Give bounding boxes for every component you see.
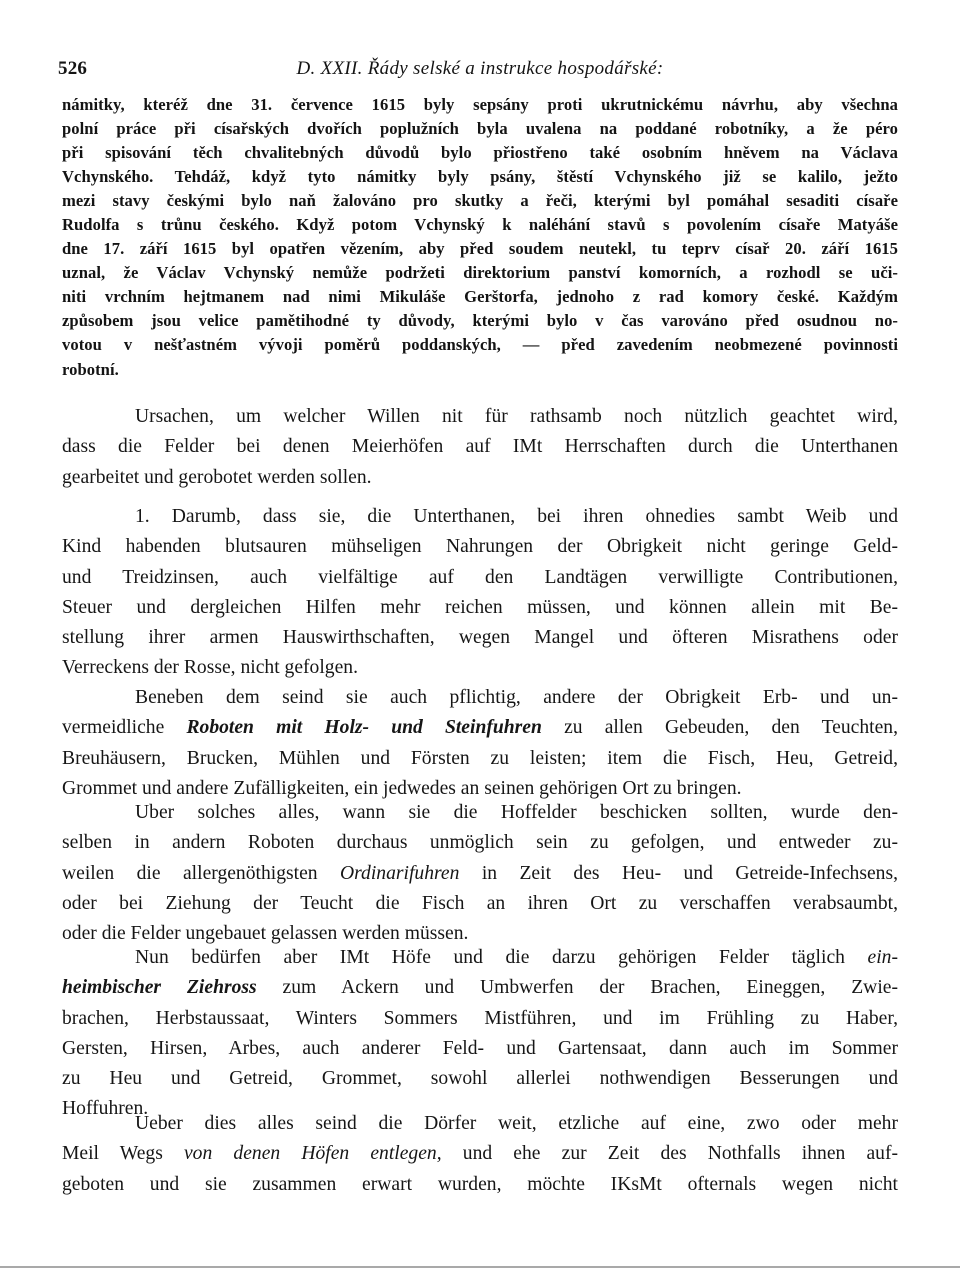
text-line: Beneben dem seind sie auch pflichtig, andere der Obrigkeit Erb- und un- — [135, 687, 898, 708]
text-line: Hoffuhren. — [62, 1098, 149, 1120]
text-line: uznal, že Václav Vchynský nemůže podržeti direktorium panství komorních, a rozhodl se uči- — [62, 263, 898, 283]
text-line — [62, 713, 898, 743]
text-line: gearbeitet und gerobotet werden sollen. — [62, 466, 372, 488]
text-line: Ursachen, um welcher Willen nit für rathsamb noch nützlich geachtet wird, — [135, 406, 898, 427]
text-line: Ueber dies alles seind die Dörfer weit, etzliche auf eine, zwo oder mehr — [135, 1113, 898, 1134]
text-line: Uber solches alles, wann sie die Hoffelder beschicken sollten, wurde den- — [135, 802, 898, 823]
text-line: niti vrchním hejtmanem nad nimi Mikuláše Gerštorfa, jednoho z rad komory české. Každým — [62, 287, 898, 307]
text-line — [62, 859, 898, 889]
text-run: vermeidliche — [62, 717, 165, 739]
text-line: Gersten, Hirsen, Arbes, auch anderer Feld- und Gartensaat, dann auch im Sommer — [62, 1037, 898, 1059]
emphasis-text: Ordinarifuhren — [340, 862, 460, 884]
text-line: oder bei Ziehung der Teucht die Fisch an ihren Ort zu verschaffen verabsaumbt, — [62, 892, 898, 914]
german-paragraph-nun — [62, 943, 898, 1125]
text-line: oder die Felder ungebauet gelassen werden müssen. — [62, 923, 469, 945]
text-line: dne 17. září 1615 byl opatřen vězením, aby před soudem neutekl, tu teprv císař 20. září 1615 — [62, 239, 898, 259]
text-line: Grommet und andere Zufälligkeiten, ein jedwedes an seinen gehörigen Ort zu bringen. — [62, 777, 742, 799]
emphasis-text: Roboten mit Holz- und Steinfuhren — [186, 717, 542, 739]
german-paragraph-uber — [62, 798, 898, 949]
czech-intro-paragraph — [62, 93, 898, 382]
text-line — [62, 1139, 898, 1169]
emphasis-text: von denen Höfen entlegen, — [183, 1143, 442, 1165]
text-line: selben in andern Roboten durchaus unmöglich sein zu gefolgen, und entweder zu- — [62, 832, 898, 854]
text-line: Kind habenden blutsauren mühseligen Nahrungen der Obrigkeit nicht geringe Geld- — [62, 536, 898, 558]
german-paragraph-1 — [62, 502, 898, 684]
text-line: stellung ihrer armen Hauswirthschaften, wegen Mangel und öfteren Misrathens oder — [62, 627, 898, 649]
text-line: dass die Felder bei denen Meierhöfen auf IMt Herrschaften durch die Unterthanen — [62, 436, 898, 458]
running-header — [58, 58, 898, 84]
text-run: weilen die allergenöthigsten — [62, 862, 318, 884]
text-run: Nun bedürfen aber IMt Höfe und die darzu gehörigen Felder täglich — [135, 947, 845, 968]
text-line: zu Heu und Getreid, Grommet, sowohl allerlei nothwendigen Besserungen und — [62, 1068, 898, 1090]
german-heading-paragraph — [62, 402, 898, 493]
text-line: und Treidzinsen, auch vielfältige auf den Landtägen verwilligte Contributionen, — [62, 566, 898, 588]
text-run: zu allen Gebeuden, den Teuchten, — [564, 717, 898, 739]
text-line: brachen, Herbstaussaat, Winters Sommers Mistführen, und im Frühling zu Haber, — [62, 1007, 898, 1029]
text-run: Meil Wegs — [62, 1143, 163, 1165]
text-line: Rudolfa s trůnu českého. Když potom Vchynský k naléhání stavů s povolením císaře Matyáše — [62, 215, 898, 235]
text-line: způsobem jsou velice pamětihodné ty důvody, kterými bylo v čas varováno před osudnou no- — [62, 311, 898, 331]
text-line: Verreckens der Rosse, nicht gefolgen. — [62, 657, 358, 679]
text-run: und ehe zur Zeit des Nothfalls ihnen auf- — [462, 1143, 898, 1165]
text-line — [62, 973, 898, 1003]
text-line: Vchynského. Tehdáž, když tyto námitky byly psány, štěstí Vchynského již se kalilo, ježto — [62, 167, 898, 187]
text-run: zum Ackern und Umbwerfen der Brachen, Eineggen, Zwie- — [282, 977, 898, 999]
text-line: robotní. — [62, 359, 119, 379]
text-line: Steuer und dergleichen Hilfen mehr reichen müssen, und können allein mit Be- — [62, 596, 898, 618]
text-line: votou v nešťastném vývoji poměrů poddanských, — před zavedením neobmezené povinnosti — [62, 335, 898, 355]
text-line: polní práce při císařských dvořích poplužních byla uvalena na poddané robotníky, a že péro — [62, 119, 898, 139]
text-line: 1. Darumb, dass sie, die Unterthanen, bei ihren ohnedies sambt Weib und — [135, 506, 898, 527]
text-line: mezi stavy českými bylo naň žalováno pro skutky a řeči, kterými byl pomáhal sesaditi císaře — [62, 191, 898, 211]
emphasis-text: heimbischer Ziehross — [62, 977, 257, 999]
text-line — [62, 943, 898, 973]
running-title: D. XXII. Řády selské a instrukce hospodářské: — [296, 58, 664, 79]
text-line: geboten und sie zusammen erwart wurden, möchte IKsMt ofternals wegen nicht — [62, 1173, 898, 1195]
emphasis-text: ein- — [867, 947, 898, 968]
german-paragraph-ueber — [62, 1109, 898, 1200]
page-number: 526 — [58, 58, 88, 79]
text-line: Breuhäusern, Brucken, Mühlen und Försten zu leisten; item die Fisch, Heu, Getreid, — [62, 747, 898, 769]
text-line: námitky, kteréž dne 31. července 1615 byly sepsány proti ukrutnickému návrhu, aby všechna — [62, 95, 898, 114]
german-paragraph-beneben — [62, 683, 898, 804]
text-line: při spisování těch chvalitebných důvodů bylo přiostřeno také osobním hněvem na Václava — [62, 143, 898, 163]
text-run: in Zeit des Heu- und Getreide-Infechsens, — [481, 862, 898, 884]
